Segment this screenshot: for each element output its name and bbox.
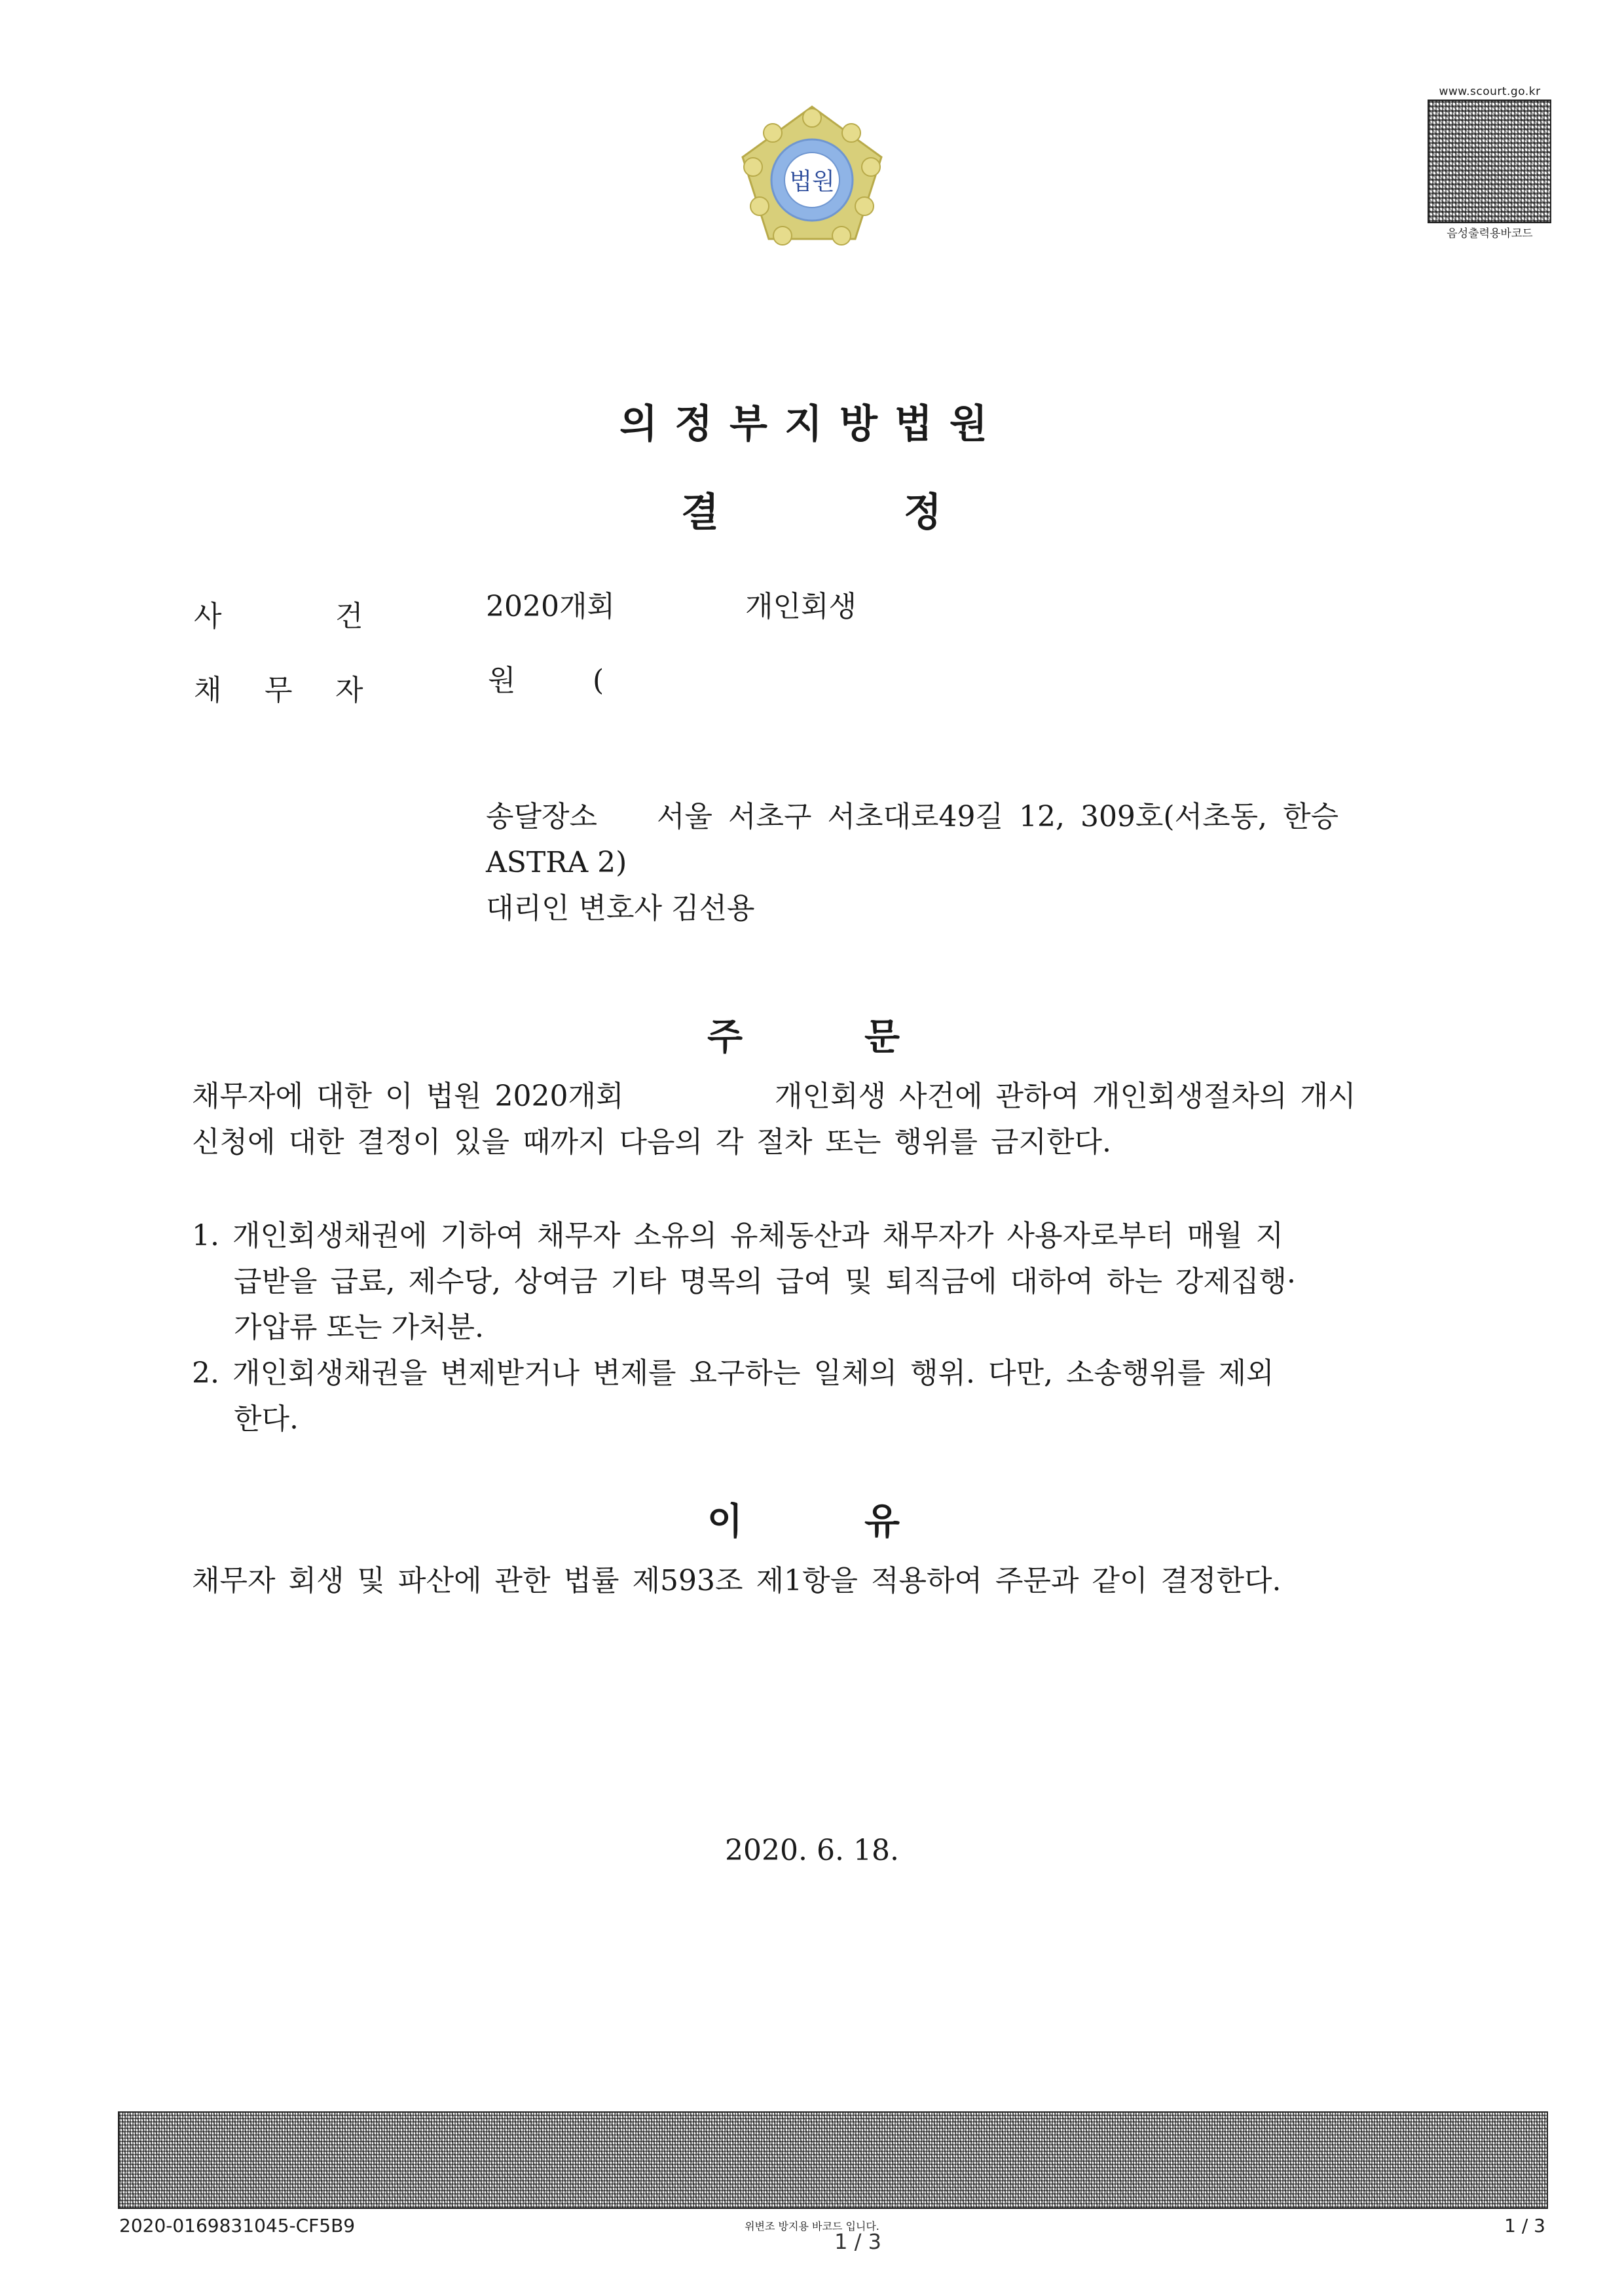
page-number-center: 1 / 3 — [834, 2229, 881, 2254]
agent: 대리인 변호사 김선용 — [486, 892, 755, 925]
debtor-name: 원 — [488, 664, 516, 697]
voice-output-qr-code — [1428, 100, 1551, 223]
debtor-label-3: 자 — [335, 674, 363, 707]
service-label: 송달장소 — [486, 800, 598, 833]
debtor-label-1: 채 — [194, 674, 222, 707]
service-address: 서울 서초구 서초대로49길 12, 309호(서초동, 한승 — [657, 800, 1339, 833]
order-item1-line1: 1. 개인회생채권에 기하여 채무자 소유의 유체동산과 채무자가 사용자로부터 매월 지 — [192, 1219, 1283, 1252]
reason-heading-left: 이 — [707, 1501, 743, 1543]
court-seal-emblem — [733, 101, 891, 259]
case-label-2: 건 — [335, 600, 363, 633]
document-id: 2020-0169831045-CF5B9 — [119, 2215, 356, 2236]
court-name: 의정부지방법원 — [619, 401, 1005, 447]
order-item1-line2: 급받을 급료, 제수당, 상여금 기타 명목의 급여 및 퇴직금에 대하여 하는 강제집행· — [234, 1265, 1296, 1298]
anti-forgery-barcode — [118, 2111, 1548, 2209]
order-heading-left: 주 — [707, 1016, 743, 1059]
order-item1-line3: 가압류 또는 가처분. — [234, 1311, 484, 1344]
seal-text: 법원 — [789, 168, 835, 195]
debtor-paren: ( — [593, 664, 604, 697]
reason-text: 채무자 회생 및 파산에 관한 법률 제593조 제1항을 적용하여 주문과 같이 결정한다. — [192, 1564, 1282, 1597]
order-para-line2: 신청에 대한 결정이 있을 때까지 다음의 각 절차 또는 행위를 금지한다. — [192, 1125, 1111, 1159]
order-item2-line1: 2. 개인회생채권을 변제받거나 변제를 요구하는 일체의 행위. 다만, 소송행위를 제외 — [192, 1357, 1274, 1390]
page-number-right: 1 / 3 — [1504, 2215, 1545, 2236]
order-heading-right: 문 — [864, 1016, 900, 1059]
debtor-label-2: 무 — [265, 674, 293, 707]
decision-date: 2020. 6. 18. — [725, 1834, 899, 1867]
anti-forgery-caption: 위변조 방지용 바코드 입니다. — [745, 2220, 879, 2232]
order-item2-line2: 한다. — [234, 1402, 299, 1436]
service-address-line2: ASTRA 2) — [486, 846, 627, 879]
case-number: 2020개회 — [486, 590, 615, 623]
title-right: 정 — [904, 490, 942, 536]
reason-heading-right: 유 — [864, 1501, 900, 1543]
order-para-line1b: 개인회생 사건에 관하여 개인회생절차의 개시 — [775, 1080, 1356, 1113]
qr-caption: 음성출력용바코드 — [1447, 227, 1533, 240]
order-para-line1a: 채무자에 대한 이 법원 2020개회 — [192, 1080, 624, 1113]
title-left: 결 — [681, 490, 719, 536]
case-type: 개인회생 — [745, 590, 857, 623]
case-label-1: 사 — [194, 600, 222, 633]
site-url: www.scourt.go.kr — [1439, 85, 1541, 98]
